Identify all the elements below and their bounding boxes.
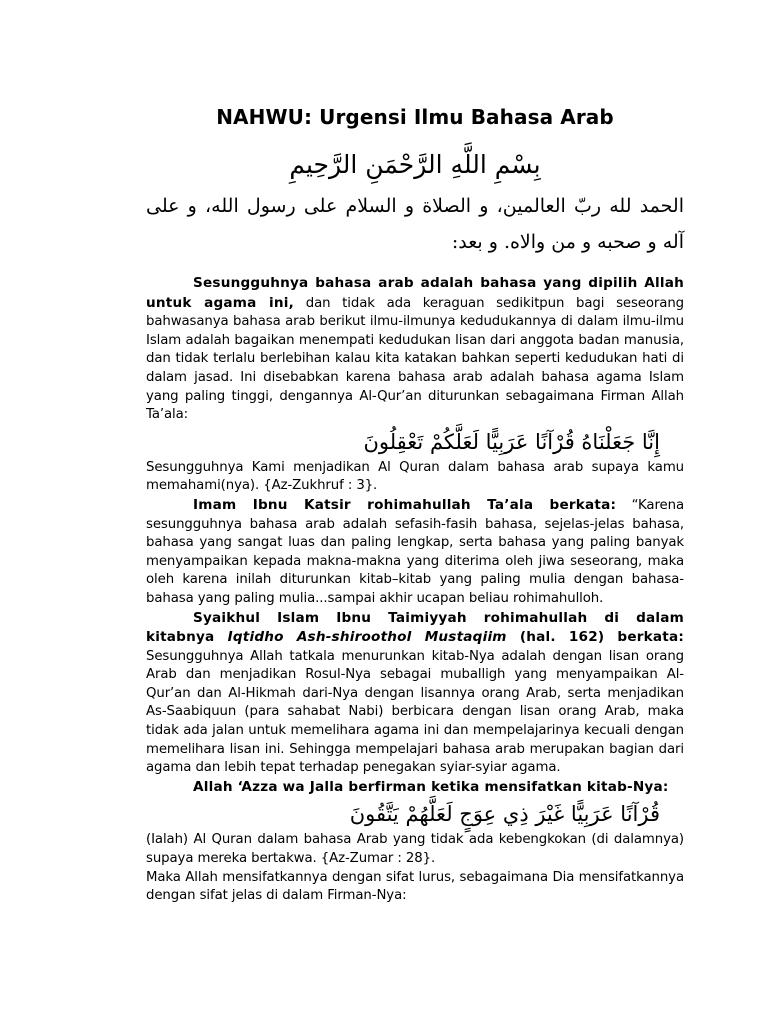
quran-verse-2: قُرْآنًا عَرَبِيًّا غَيْرَ ذِي عِوَجٍ لَعَلَّهُمْ يَتَّقُونَ (349, 802, 660, 827)
paragraph-2 (146, 496, 684, 609)
paragraph-2-text: “Karena sesungguhnya bahasa arab adalah sefasih-fasih bahasa, sejelas-jelas bahasa, bahasa yang sangat luas dan paling lengkap, serta bahasa yang paling banyak menyampaikan kepada makna-makna yang diterima oleh jiwa seseorang, maka oleh karena inilah diturunkan kitab–kitab yang paling mulia dengan bahasa-bahasa yang paling mulia...sampai akhir ucapan beliau rohimahulloh. (146, 497, 684, 606)
document-title: NAHWU: Urgensi Ilmu Bahasa Arab (216, 105, 614, 129)
paragraph-1-text: dan tidak ada keraguan sedikitpun bagi seseorang bahwasanya bahasa arab berikut ilmu-ilmunya kedudukannya di dalam ilmu-ilmu Islam adalah bagaikan menempati kedudukan lisan dari anggota badan manusia, dan tidak terlalu berlebihan kalau kita katakan bahkan seperti kedudukan hati di dalam jasad. Ini disebabkan karena bahasa arab adalah bahasa agama Islam yang paling tinggi, dengannya Al-Qur’an diturunkan sebagaimana Firman Allah Ta’ala: (146, 295, 685, 423)
quran-verse-1: إِنَّا جَعَلْنَاهُ قُرْآنًا عَرَبِيًّا لَعَلَّكُمْ تَعْقِلُونَ (363, 429, 660, 454)
paragraph-3-text: Sesungguhnya Allah tatkala menurunkan kitab-Nya adalah dengan lisan orang Arab dan menjadikan Rosul-Nya sebagai muballigh yang menyampaikan Al-Qur’an dan Al-Hikmah dari-Nya dengan lisannya orang Arab, serta menjadikan As-Saabiquun (para sahabat Nabi) berbicara dengan lisan orang Arab, maka tidak ada jalan untuk memelihara agama ini dan mempelajarinya kecuali dengan memelihara lisan ini. Sehingga mempelajari bahasa arab merupakan bagian dari agama dan lebih tepat terhadap penegakan syiar-syiar agama. (146, 648, 684, 776)
paragraph-4 (146, 778, 684, 798)
paragraph-1 (146, 274, 684, 425)
paragraph-1-bold: Sesungguhnya bahasa arab adalah bahasa yang dipilih Allah untuk agama ini, (146, 275, 684, 311)
paragraph-3 (146, 609, 684, 778)
paragraph-3-bold-b: (hal. 162) berkata: (506, 629, 684, 646)
arabic-opening: الحمد لله ربّ العالمين، و الصلاة و السلام على رسول الله، و على آله و صحبه و من والاه. و بعد: (146, 195, 684, 253)
verse-2-translation: (Ialah) Al Quran dalam bahasa Arab yang tidak ada kebengkokan (di dalamnya) supaya mereka bertakwa. {Az-Zumar : 28}. (146, 832, 684, 867)
paragraph-3-bold-a: Syaikhul Islam Ibnu Taimiyyah rohimahullah di dalam kitabnya (146, 609, 684, 646)
paragraph-2-bold: Imam Ibnu Katsir rohimahullah Ta’ala berkata: (193, 496, 617, 513)
paragraph-5: Maka Allah mensifatkannya dengan sifat lurus, sebagaimana Dia mensifatkannya dengan sifat jelas di dalam Firman-Nya: (146, 869, 684, 904)
verse-1-translation: Sesungguhnya Kami menjadikan Al Quran dalam bahasa arab supaya kamu memahami(nya). {Az-Zukhruf : 3}. (146, 459, 684, 494)
paragraph-3-book-title: Iqtidho Ash-shiroothol Mustaqiim (227, 629, 507, 646)
paragraph-4-bold: Allah ‘Azza wa Jalla berfirman ketika mensifatkan kitab-Nya: (193, 778, 669, 795)
basmala: بِسْمِ اللَّهِ الرَّحْمَنِ الرَّحِيمِ (289, 150, 541, 179)
